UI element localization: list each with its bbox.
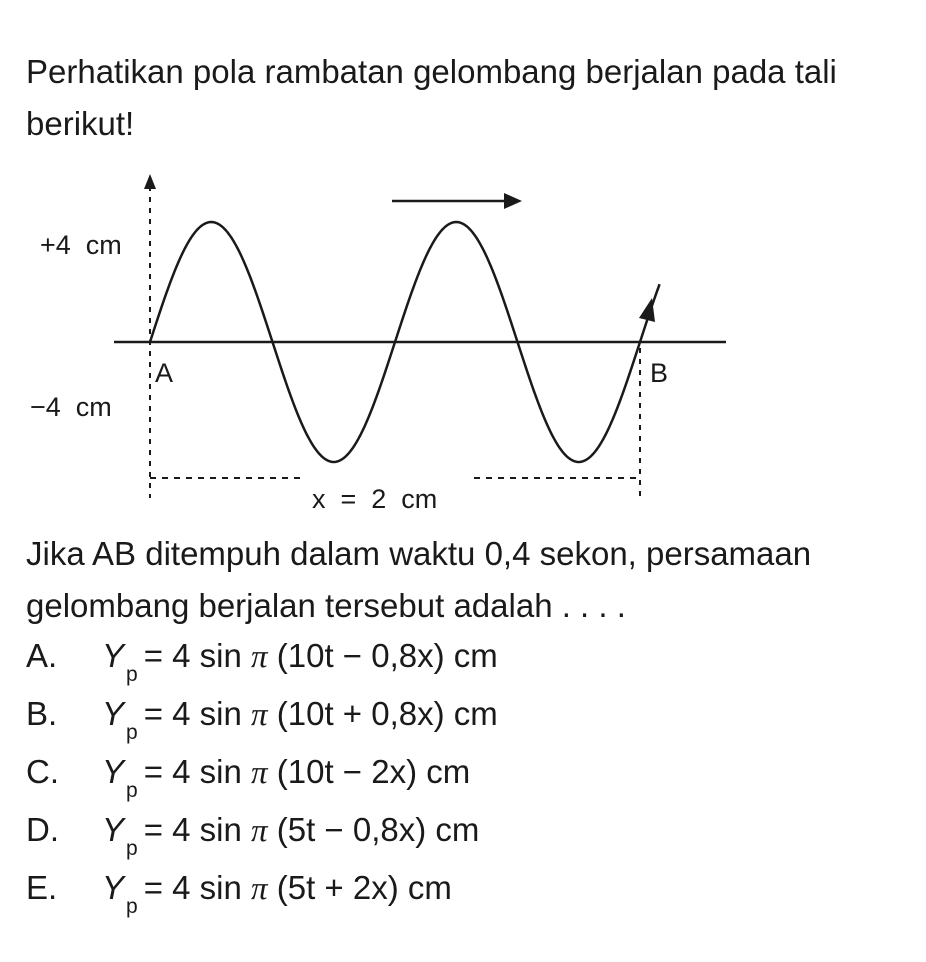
option-equation: $Y_p= 4$ sin π (10t − 2x) cm bbox=[102, 753, 471, 802]
option-letter: C. bbox=[26, 753, 59, 790]
option-letter: B. bbox=[26, 695, 58, 732]
question-text: Perhatikan pola rambatan gelombang berjalan pada tali berikut! bbox=[26, 53, 837, 142]
option-equation: $Y_p= 4$ sin π (10t + 0,8x) cm bbox=[102, 695, 498, 744]
point-b-label: B bbox=[650, 358, 669, 388]
option-equation: $Y_p= 4$ sin π (5t − 0,8x) cm bbox=[102, 811, 480, 860]
option-equation: $Y_p= 4$ sin π (5t + 2x) cm bbox=[102, 869, 452, 918]
option-letter: E. bbox=[26, 869, 58, 906]
axis-up-arrow-icon bbox=[144, 174, 156, 189]
point-a-label: A bbox=[155, 358, 174, 388]
option-equation: $Y_p= 4$ sin π (10t − 0,8x) cm bbox=[102, 637, 498, 686]
distance-label: x = 2 cm bbox=[312, 484, 438, 514]
amplitude-positive-label: +4 cm bbox=[40, 230, 122, 260]
condition-text: Jika AB ditempuh dalam waktu 0,4 sekon, persamaan gelombang berjalan tersebut adalah . . . . bbox=[26, 535, 812, 624]
propagation-arrow-icon bbox=[504, 193, 522, 209]
option-letter: A. bbox=[26, 637, 58, 674]
amplitude-negative-label: −4 cm bbox=[30, 392, 112, 422]
option-letter: D. bbox=[26, 811, 59, 848]
